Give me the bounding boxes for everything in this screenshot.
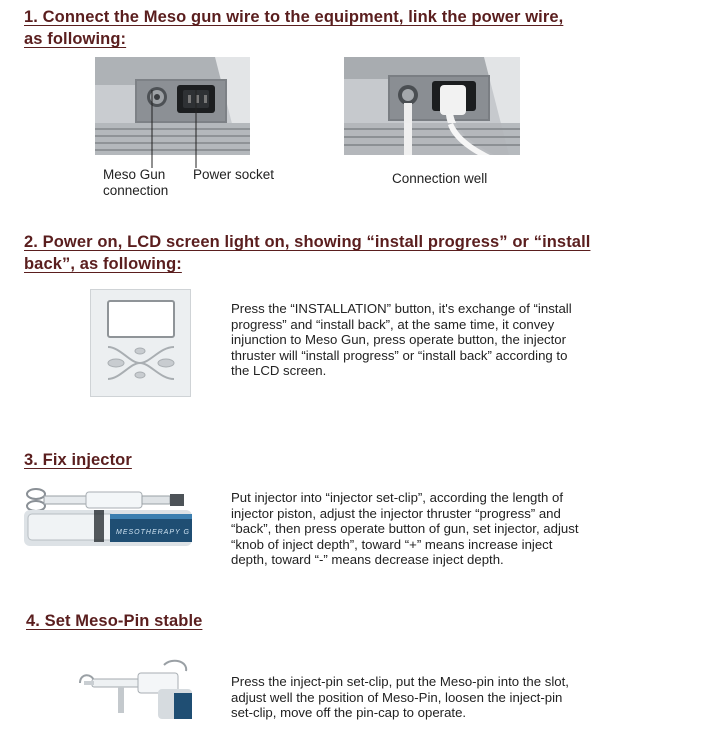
section3-text-line: depth, toward “-” means decrease inject depth. <box>231 552 504 568</box>
section2-text-line: injunction to Meso Gun, press operate button, the injector <box>231 332 567 348</box>
section3-text-line: Put injector into “injector set-clip”, according the length of <box>231 490 564 505</box>
section1-heading-line2: as following: <box>24 30 127 48</box>
section2-heading <box>24 231 590 275</box>
section2-text-line: progress” and “install back”, at the same time, it convey <box>231 316 555 332</box>
caption-meso-line2: connection <box>103 183 169 198</box>
section3-text-line: “back”, then press operate button of gun, set injector, adjust <box>231 521 579 537</box>
section2-text-line: the LCD screen. <box>231 363 327 379</box>
section2-text <box>231 301 627 379</box>
section4-text-line: set-clip, move off the pin-cap to operate. <box>231 705 467 721</box>
control-panel-illustration <box>90 289 191 397</box>
caption-meso-gun <box>103 167 168 199</box>
section3-text <box>231 490 633 568</box>
meso-pin-photo <box>78 655 192 719</box>
section4-text-line: adjust well the position of Meso-Pin, loosen the inject-pin <box>231 689 563 705</box>
section4-text <box>231 674 633 721</box>
connection-well-photo <box>344 57 520 155</box>
section4-heading: 4. Set Meso-Pin stable <box>26 612 203 630</box>
section2-heading-line1: 2. Power on, LCD screen light on, showing “install progress” or “install <box>24 233 591 251</box>
injector-device-photo <box>24 484 192 546</box>
section3-text-line: injector piston, adjust the injector thruster “progress” and <box>231 505 561 521</box>
device-label: MESOTHERAPY G <box>116 529 190 536</box>
section1-heading <box>24 6 563 50</box>
caption-power-socket: Power socket <box>193 167 275 182</box>
caption-connection-well: Connection well <box>392 171 488 186</box>
pointer-lines <box>145 90 205 170</box>
lcd-screen <box>108 301 174 337</box>
section3-heading: 3. Fix injector <box>24 451 132 469</box>
section2-heading-line2: back”, as following: <box>24 255 182 273</box>
section4-text-line: Press the inject-pin set-clip, put the Meso-pin into the slot, <box>231 674 569 689</box>
section1-heading-line1: 1. Connect the Meso gun wire to the equipment, link the power wire, <box>24 8 564 26</box>
section2-text-line: Press the “INSTALLATION” button, it's exchange of “install <box>231 301 572 316</box>
section3-text-line: “knob of inject depth”, toward “+” means increase inject <box>231 536 553 552</box>
caption-meso-line1: Meso Gun <box>103 167 166 182</box>
section2-text-line: thruster will “install progress” or “install back” according to <box>231 347 568 363</box>
